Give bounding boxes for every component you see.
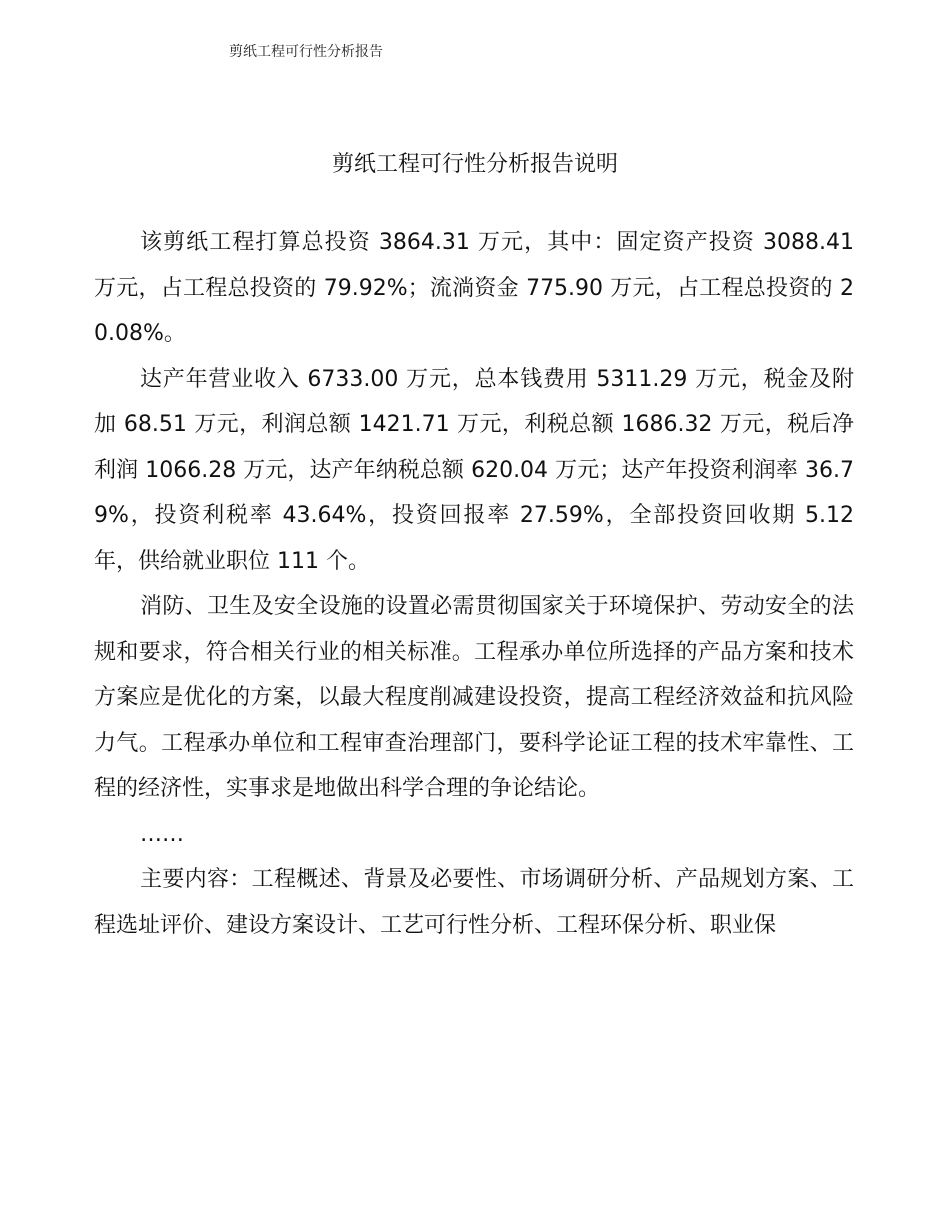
paragraph-ellipsis: ……	[140, 821, 184, 847]
paragraph-main-contents: 主要内容：工程概述、背景及必要性、市场调研分析、产品规划方案、工程选址评价、建设方案设计、工艺可行性分析、工程环保分析、职业保	[94, 867, 854, 938]
paragraph-safety: 消防、卫生及安全设施的设置必需贯彻国家关于环境保护、劳动安全的法规和要求，符合相关行业的相关标准。工程承办单位所选择的产品方案和技术方案应是优化的方案，以最大程度削减建设投资，提高工程经济效益和抗风险力气。工程承办单位和工程审查治理部门，要科学论证工程的技术牢靠性、工程的经济性，实事求是地做出科学合理的争论结论。	[94, 594, 854, 801]
paragraph-investment: 该剪纸工程打算总投资 3864.31 万元，其中：固定资产投资 3088.41 万元，占工程总投资的 79.92%；流淌资金 775.90 万元，占工程总投资的 20.08%。	[94, 230, 854, 346]
paragraph-revenue: 达产年营业收入 6733.00 万元，总本钱费用 5311.29 万元，税金及附加 68.51 万元，利润总额 1421.71 万元，利税总额 1686.32 万元，税后净利润 1066.28 万元，达产年纳税总额 620.04 万元；达产年投资利润率 36.79%，投资利税率 43.64%，投资回报率 27.59%，全部投资回收期 5.12 年，供给就业职位 111 个。	[94, 366, 854, 574]
document-body	[94, 220, 854, 948]
running-header: 剪纸工程可行性分析报告	[229, 44, 383, 60]
document-title: 剪纸工程可行性分析报告说明	[331, 152, 618, 177]
